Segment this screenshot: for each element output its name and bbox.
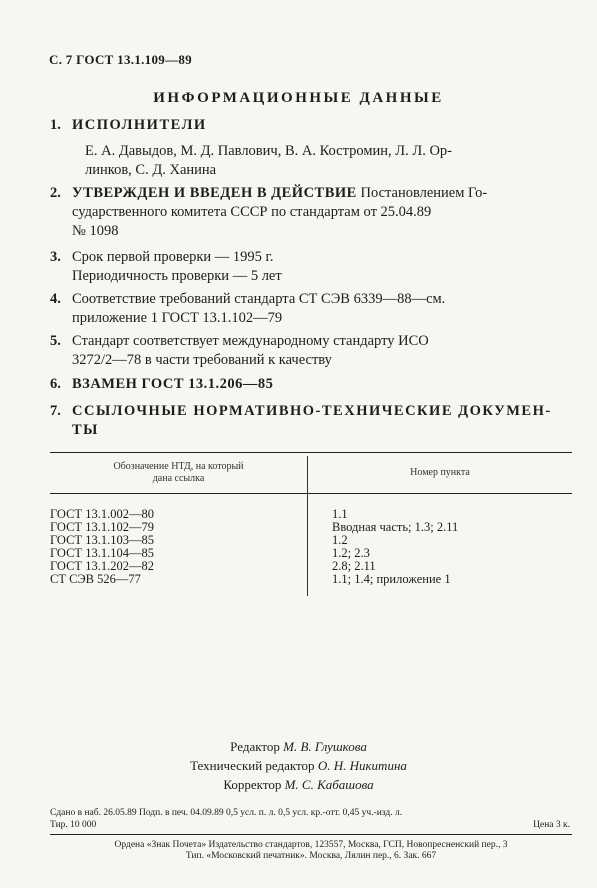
section-text: сударственного комитета СССР по стандартам от 25.04.89 xyxy=(72,204,432,220)
section-text: Срок первой проверки — 1995 г. xyxy=(72,249,274,265)
table-cell: ГОСТ 13.1.103—85 xyxy=(50,533,154,547)
section-text: № 1098 xyxy=(72,223,119,239)
credit-tech-editor xyxy=(0,756,597,775)
credit-role: Корректор xyxy=(223,777,282,792)
section-text: Соответствие требований стандарта СТ СЭВ 6339—88—см. xyxy=(72,291,446,307)
table-cell: ГОСТ 13.1.104—85 xyxy=(50,546,154,560)
section-number: 5. xyxy=(50,333,61,349)
section-text: Е. А. Давыдов, М. Д. Павлович, В. А. Костромин, Л. Л. Ор- xyxy=(85,143,452,159)
section-number: 3. xyxy=(50,249,61,265)
credit-editor xyxy=(0,737,597,756)
section-text: Постановлением Го- xyxy=(356,185,488,201)
credit-role: Технический редактор xyxy=(190,758,315,773)
table-cell: 2.8; 2.11 xyxy=(332,559,376,573)
section-4 xyxy=(50,290,572,328)
page-header: С. 7 ГОСТ 13.1.109—89 xyxy=(49,52,192,67)
table-header-document: Обозначение НТД, на который дана ссылка xyxy=(113,461,244,484)
section-heading: ССЫЛОЧНЫЕ НОРМАТИВНО-ТЕХНИЧЕСКИЕ ДОКУМЕН- xyxy=(72,403,552,419)
table-cell: СТ СЭВ 526—77 xyxy=(50,572,141,586)
footer-rule xyxy=(50,834,572,835)
section-6 xyxy=(50,375,572,394)
table-cell: 1.2; 2.3 xyxy=(332,546,370,560)
printer-line: Тип. «Московский печатник». Москва, Лялин пер., 6. Зак. 667 xyxy=(185,851,437,861)
table-column-clauses xyxy=(332,508,458,586)
publisher-line: Ордена «Знак Почета» Издательство стандартов, 123557, Москва, ГСП, Новопресненский пер., 3 xyxy=(114,840,508,850)
imprint-print-run: Тир. 10 000 xyxy=(50,820,97,830)
table-header-rule xyxy=(50,493,572,494)
imprint-line: Сдано в наб. 26.05.89 Подп. в печ. 04.09.89 0,5 усл. п. л. 0,5 усл. кр.-отт. 0,45 уч.-изд. л. xyxy=(50,808,403,818)
section-text: Периодичность проверки — 5 лет xyxy=(72,268,282,284)
section-text: линков, С. Д. Ханина xyxy=(85,162,217,178)
document-title: ИНФОРМАЦИОННЫЕ ДАННЫЕ xyxy=(153,90,444,106)
credit-proofreader xyxy=(0,775,597,794)
table-cell: 1.1 xyxy=(332,507,348,521)
section-heading: ИСПОЛНИТЕЛИ xyxy=(72,117,207,133)
credit-name: М. В. Глушкова xyxy=(283,739,367,754)
section-heading: ТЫ xyxy=(72,422,99,438)
section-number: 2. xyxy=(50,185,61,201)
table-cell: 1.1; 1.4; приложение 1 xyxy=(332,572,451,586)
section-heading: УТВЕРЖДЕН И ВВЕДЕН В ДЕЙСТВИЕ xyxy=(72,185,357,201)
table-cell: ГОСТ 13.1.002—80 xyxy=(50,507,154,521)
imprint-price: Цена 3 к. xyxy=(533,820,570,830)
section-text: Стандарт соответствует международному стандарту ИСО xyxy=(72,333,429,349)
table-column-documents xyxy=(50,508,154,586)
credit-name: О. Н. Никитина xyxy=(317,758,407,773)
section-text: 3272/2—78 в части требований к качеству xyxy=(72,352,332,368)
section-heading: ВЗАМЕН ГОСТ 13.1.206—85 xyxy=(72,376,274,392)
section-number: 7. xyxy=(50,403,61,419)
section-5 xyxy=(50,332,572,370)
section-7 xyxy=(50,402,572,440)
table-cell: 1.2 xyxy=(332,533,348,547)
table-cell: ГОСТ 13.1.202—82 xyxy=(50,559,154,573)
table-cell: Вводная часть; 1.3; 2.11 xyxy=(332,520,459,534)
section-2 xyxy=(50,184,572,241)
section-number: 4. xyxy=(50,291,61,307)
section-3 xyxy=(50,248,572,286)
credit-role: Редактор xyxy=(230,739,280,754)
section-number: 6. xyxy=(50,376,61,392)
table-top-rule xyxy=(50,452,572,453)
credit-name: М. С. Кабашова xyxy=(284,777,374,792)
table-header-clause: Номер пункта xyxy=(410,467,470,478)
section-text: приложение 1 ГОСТ 13.1.102—79 xyxy=(72,310,283,326)
credits xyxy=(0,737,597,794)
section-1 xyxy=(50,116,572,180)
section-number: 1. xyxy=(50,117,61,133)
table-cell: ГОСТ 13.1.102—79 xyxy=(50,520,154,534)
